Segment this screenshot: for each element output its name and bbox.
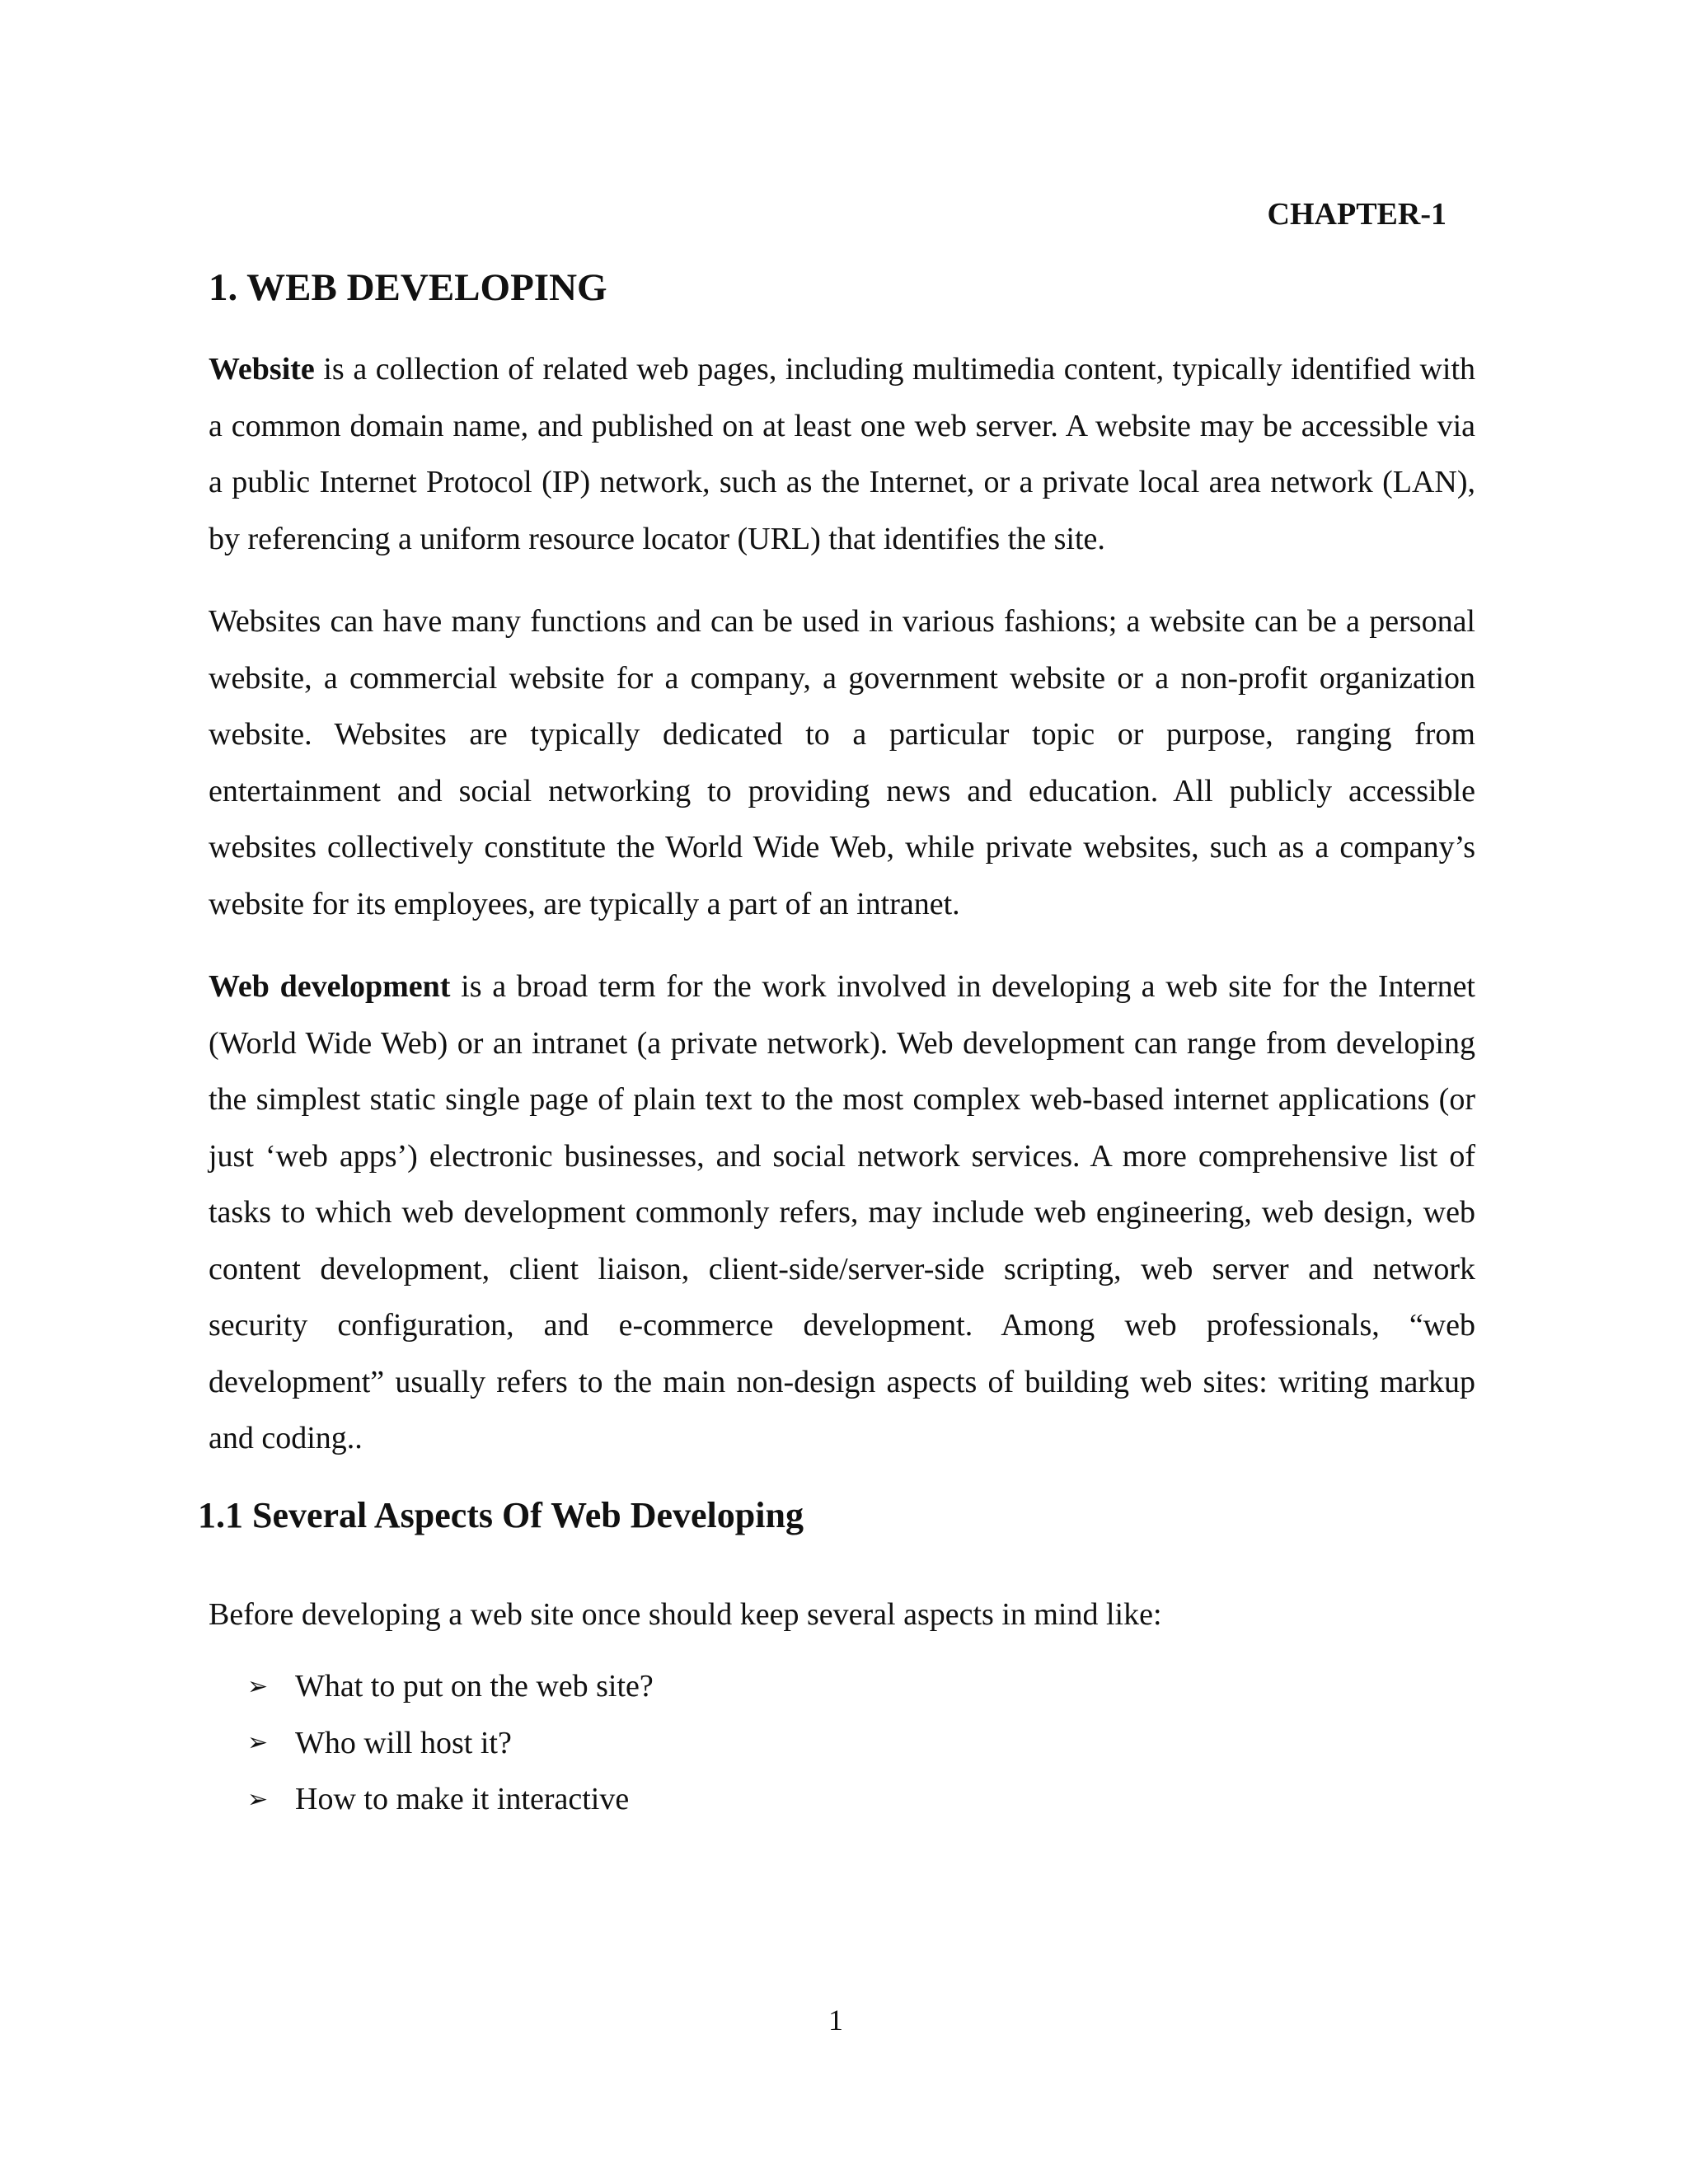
body-text bbox=[209, 341, 1475, 1467]
paragraph-website-functions bbox=[209, 593, 1475, 932]
aspects-list bbox=[247, 1658, 654, 1828]
page-number: 1 bbox=[828, 2004, 843, 2036]
paragraph-text: Websites can have many functions and can be used in various fashions; a website can be a personal website, a commercial website for a company, a government website or a non-profit organization website. Websites are typically dedicated to a particular topic or purpose, ranging from entertainment and social networking to providing news and education. All publicly accessible websites collectively constitute the World Wide Web, while private websites, such as a company’s website for its employees, are typically a part of an intranet. bbox=[209, 604, 1475, 921]
arrow-bullet-icon: ➢ bbox=[247, 1672, 269, 1700]
paragraph-website bbox=[209, 341, 1475, 567]
list-item bbox=[247, 1715, 654, 1772]
term-web-development: Web development bbox=[209, 969, 451, 1004]
page-title: 1. WEB DEVELOPING bbox=[209, 266, 607, 309]
arrow-bullet-icon: ➢ bbox=[247, 1729, 269, 1757]
section-heading: 1.1 Several Aspects Of Web Developing bbox=[198, 1495, 804, 1535]
paragraph-text: is a broad term for the work involved in developing a web site for the Internet (World Wide Web) or an intranet (a private network). Web development can range from developing the simplest static single page of plain text to the most complex web-based internet applications (or just ‘web apps’) electronic businesses, and social network services. A more comprehensive list of tasks to which web development commonly refers, may include web engineering, web design, web content development, client liaison, client-side/server-side scripting, web server and network security configuration, and e-commerce development. Among web professionals, “web development” usually refers to the main non-design aspects of building web sites: writing markup and coding.. bbox=[209, 969, 1475, 1455]
paragraph-text: is a collection of related web pages, including multimedia content, typically identified with a common domain name, and published on at least one web server. A website may be accessible via a public Internet Protocol (IP) network, such as the Internet, or a private local area network (LAN), by referencing a uniform resource locator (URL) that identifies the site. bbox=[209, 352, 1475, 556]
arrow-bullet-icon: ➢ bbox=[247, 1785, 269, 1813]
chapter-label: CHAPTER-1 bbox=[1267, 197, 1447, 232]
list-item-text: What to put on the web site? bbox=[295, 1669, 654, 1704]
list-item-text: Who will host it? bbox=[295, 1725, 512, 1760]
list-item bbox=[247, 1658, 654, 1715]
paragraph-web-development bbox=[209, 958, 1475, 1467]
section-intro: Before developing a web site once should keep several aspects in mind like: bbox=[209, 1597, 1162, 1632]
list-item bbox=[247, 1771, 654, 1828]
list-item-text: How to make it interactive bbox=[295, 1782, 630, 1817]
term-website: Website bbox=[209, 352, 315, 387]
